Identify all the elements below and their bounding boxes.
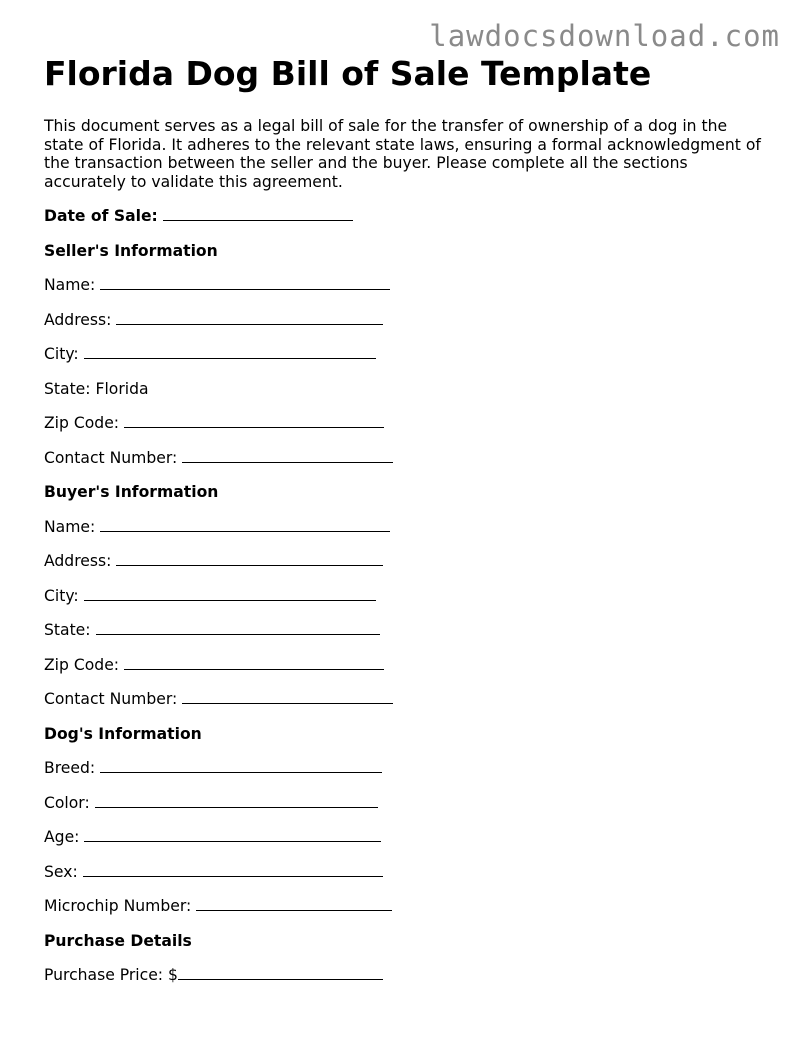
- purchase-price-label: Purchase Price: $: [44, 966, 178, 984]
- dog-color-label: Color:: [44, 793, 90, 812]
- seller-state-row: [44, 378, 764, 413]
- seller-contact-row: [44, 447, 764, 482]
- buyer-contact-field[interactable]: [182, 689, 393, 704]
- seller-state-label: State:: [44, 379, 91, 398]
- page-title: Florida Dog Bill of Sale Template: [44, 54, 652, 93]
- buyer-name-label: Name:: [44, 517, 96, 536]
- seller-city-field[interactable]: [84, 344, 376, 359]
- buyer-address-row: [44, 550, 764, 585]
- seller-zip-row: [44, 412, 764, 447]
- buyer-zip-field[interactable]: [124, 655, 384, 670]
- intro-paragraph: This document serves as a legal bill of sale for the transfer of ownership of a dog in the state of Florida. It adheres to the relevant state laws, ensuring a formal acknowledgment of the transaction between the seller and the buyer. Please complete all the sections accurately to validate this agreement.: [44, 117, 761, 191]
- buyer-contact-row: [44, 688, 764, 723]
- seller-contact-label: Contact Number:: [44, 448, 178, 467]
- purchase-price-row: [44, 964, 764, 999]
- seller-zip-label: Zip Code:: [44, 414, 120, 432]
- date-of-sale-field[interactable]: [163, 206, 353, 221]
- seller-name-field[interactable]: [100, 275, 390, 290]
- dog-color-field[interactable]: [95, 793, 378, 808]
- buyer-name-row: [44, 516, 764, 551]
- watermark: lawdocsdownload.com: [429, 19, 780, 53]
- seller-address-row: [44, 309, 764, 344]
- dog-age-label: Age:: [44, 828, 80, 846]
- buyer-zip-row: [44, 654, 764, 689]
- date-of-sale-row: [44, 205, 764, 240]
- dog-microchip-field[interactable]: [196, 896, 392, 911]
- seller-city-row: [44, 343, 764, 378]
- dog-breed-row: [44, 757, 764, 792]
- form-fields: [44, 205, 764, 999]
- buyer-address-field[interactable]: [116, 551, 383, 566]
- seller-name-label: Name:: [44, 276, 96, 294]
- buyer-state-row: [44, 619, 764, 654]
- buyer-city-label: City:: [44, 586, 79, 605]
- buyer-city-row: [44, 585, 764, 620]
- dog-heading: Dog's Information: [44, 724, 202, 743]
- dog-breed-field[interactable]: [100, 758, 382, 773]
- seller-contact-field[interactable]: [182, 448, 393, 463]
- seller-address-field[interactable]: [116, 310, 383, 325]
- date-of-sale-label: Date of Sale:: [44, 207, 158, 225]
- dog-sex-label: Sex:: [44, 862, 78, 881]
- buyer-heading: Buyer's Information: [44, 483, 219, 501]
- seller-name-row: [44, 274, 764, 309]
- buyer-name-field[interactable]: [100, 517, 390, 532]
- dog-age-row: [44, 826, 764, 861]
- seller-state-value: Florida: [95, 379, 149, 398]
- dog-breed-label: Breed:: [44, 759, 96, 777]
- seller-zip-field[interactable]: [124, 413, 384, 428]
- seller-address-label: Address:: [44, 310, 112, 329]
- dog-microchip-row: [44, 895, 764, 930]
- seller-city-label: City:: [44, 345, 79, 363]
- dog-sex-row: [44, 861, 764, 896]
- dog-color-row: [44, 792, 764, 827]
- dog-microchip-label: Microchip Number:: [44, 897, 192, 915]
- buyer-state-label: State:: [44, 621, 91, 639]
- dog-age-field[interactable]: [84, 827, 381, 842]
- purchase-heading: Purchase Details: [44, 931, 192, 950]
- seller-heading: Seller's Information: [44, 241, 218, 260]
- buyer-address-label: Address:: [44, 552, 112, 570]
- buyer-city-field[interactable]: [84, 586, 376, 601]
- purchase-price-field[interactable]: [178, 965, 383, 980]
- dog-sex-field[interactable]: [83, 862, 383, 877]
- buyer-state-field[interactable]: [96, 620, 380, 635]
- buyer-zip-label: Zip Code:: [44, 655, 120, 674]
- buyer-contact-label: Contact Number:: [44, 690, 178, 708]
